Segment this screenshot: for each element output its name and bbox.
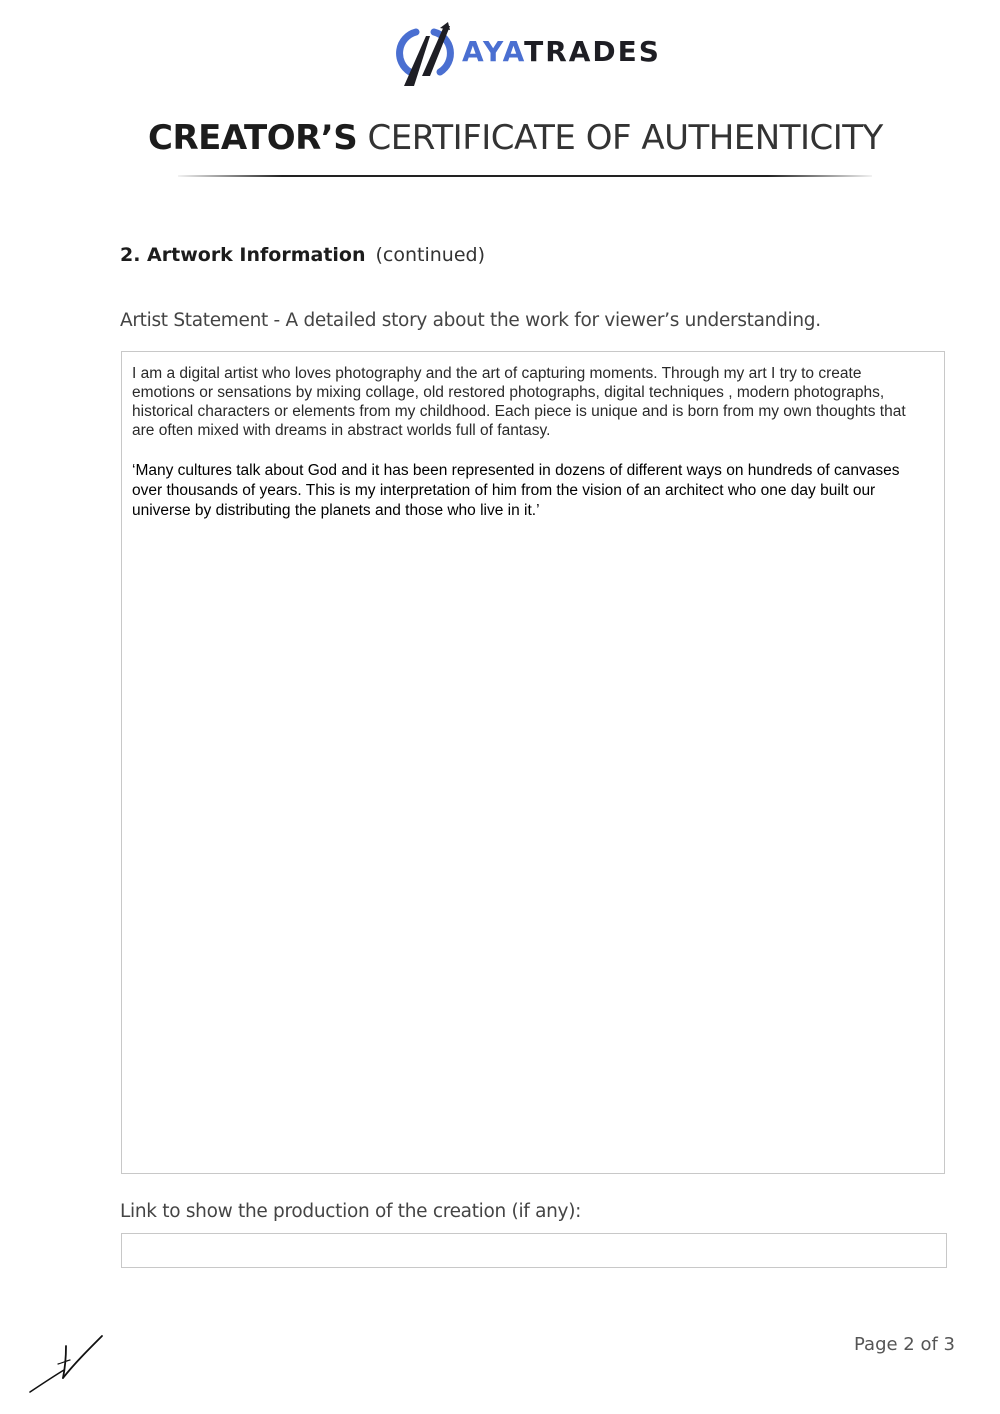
artist-statement-paragraph-2: ‘Many cultures talk about God and it has been represented in dozens of different ways on hundreds of canvases over thousands of years. This is my interpretation of him from the vision of an architect who one day built our universe by distributing the planets and those who live in it.’ xyxy=(132,462,900,519)
page-number: Page 2 of 3 xyxy=(854,1334,955,1355)
logo-text-aya: AYA xyxy=(462,35,525,68)
production-link-label: Link to show the production of the creation (if any): xyxy=(120,1201,582,1222)
title-divider xyxy=(178,175,872,177)
artist-statement-label: Artist Statement - A detailed story about the work for viewer’s understanding. xyxy=(120,310,821,331)
section-continued-label: (continued) xyxy=(375,244,486,266)
title-bold-part: CREATOR’S xyxy=(148,118,358,158)
logo-wordmark xyxy=(462,34,661,70)
artist-statement-paragraph-1: I am a digital artist who loves photography and the art of capturing moments. Through my art I try to create emotions or sensations by mixing collage, old restored photographs, digital techniques , modern photographs, historical characters or elements from my childhood. Each piece is unique and is born from my own thoughts that are often mixed with dreams in abstract worlds full of fantasy. xyxy=(132,365,906,439)
production-link-field[interactable] xyxy=(121,1233,947,1268)
page-title xyxy=(148,116,928,160)
section-heading-text: 2. Artwork Information xyxy=(120,244,366,266)
signature-mark xyxy=(28,1330,108,1396)
ayatrades-logo xyxy=(396,20,666,90)
artist-statement-box[interactable] xyxy=(121,351,945,1174)
ayatrades-logo-icon xyxy=(396,20,456,90)
logo-text-trades: TRADES xyxy=(524,35,661,68)
title-light-part: CERTIFICATE OF AUTHENTICITY xyxy=(367,118,883,158)
section-heading xyxy=(120,242,485,268)
